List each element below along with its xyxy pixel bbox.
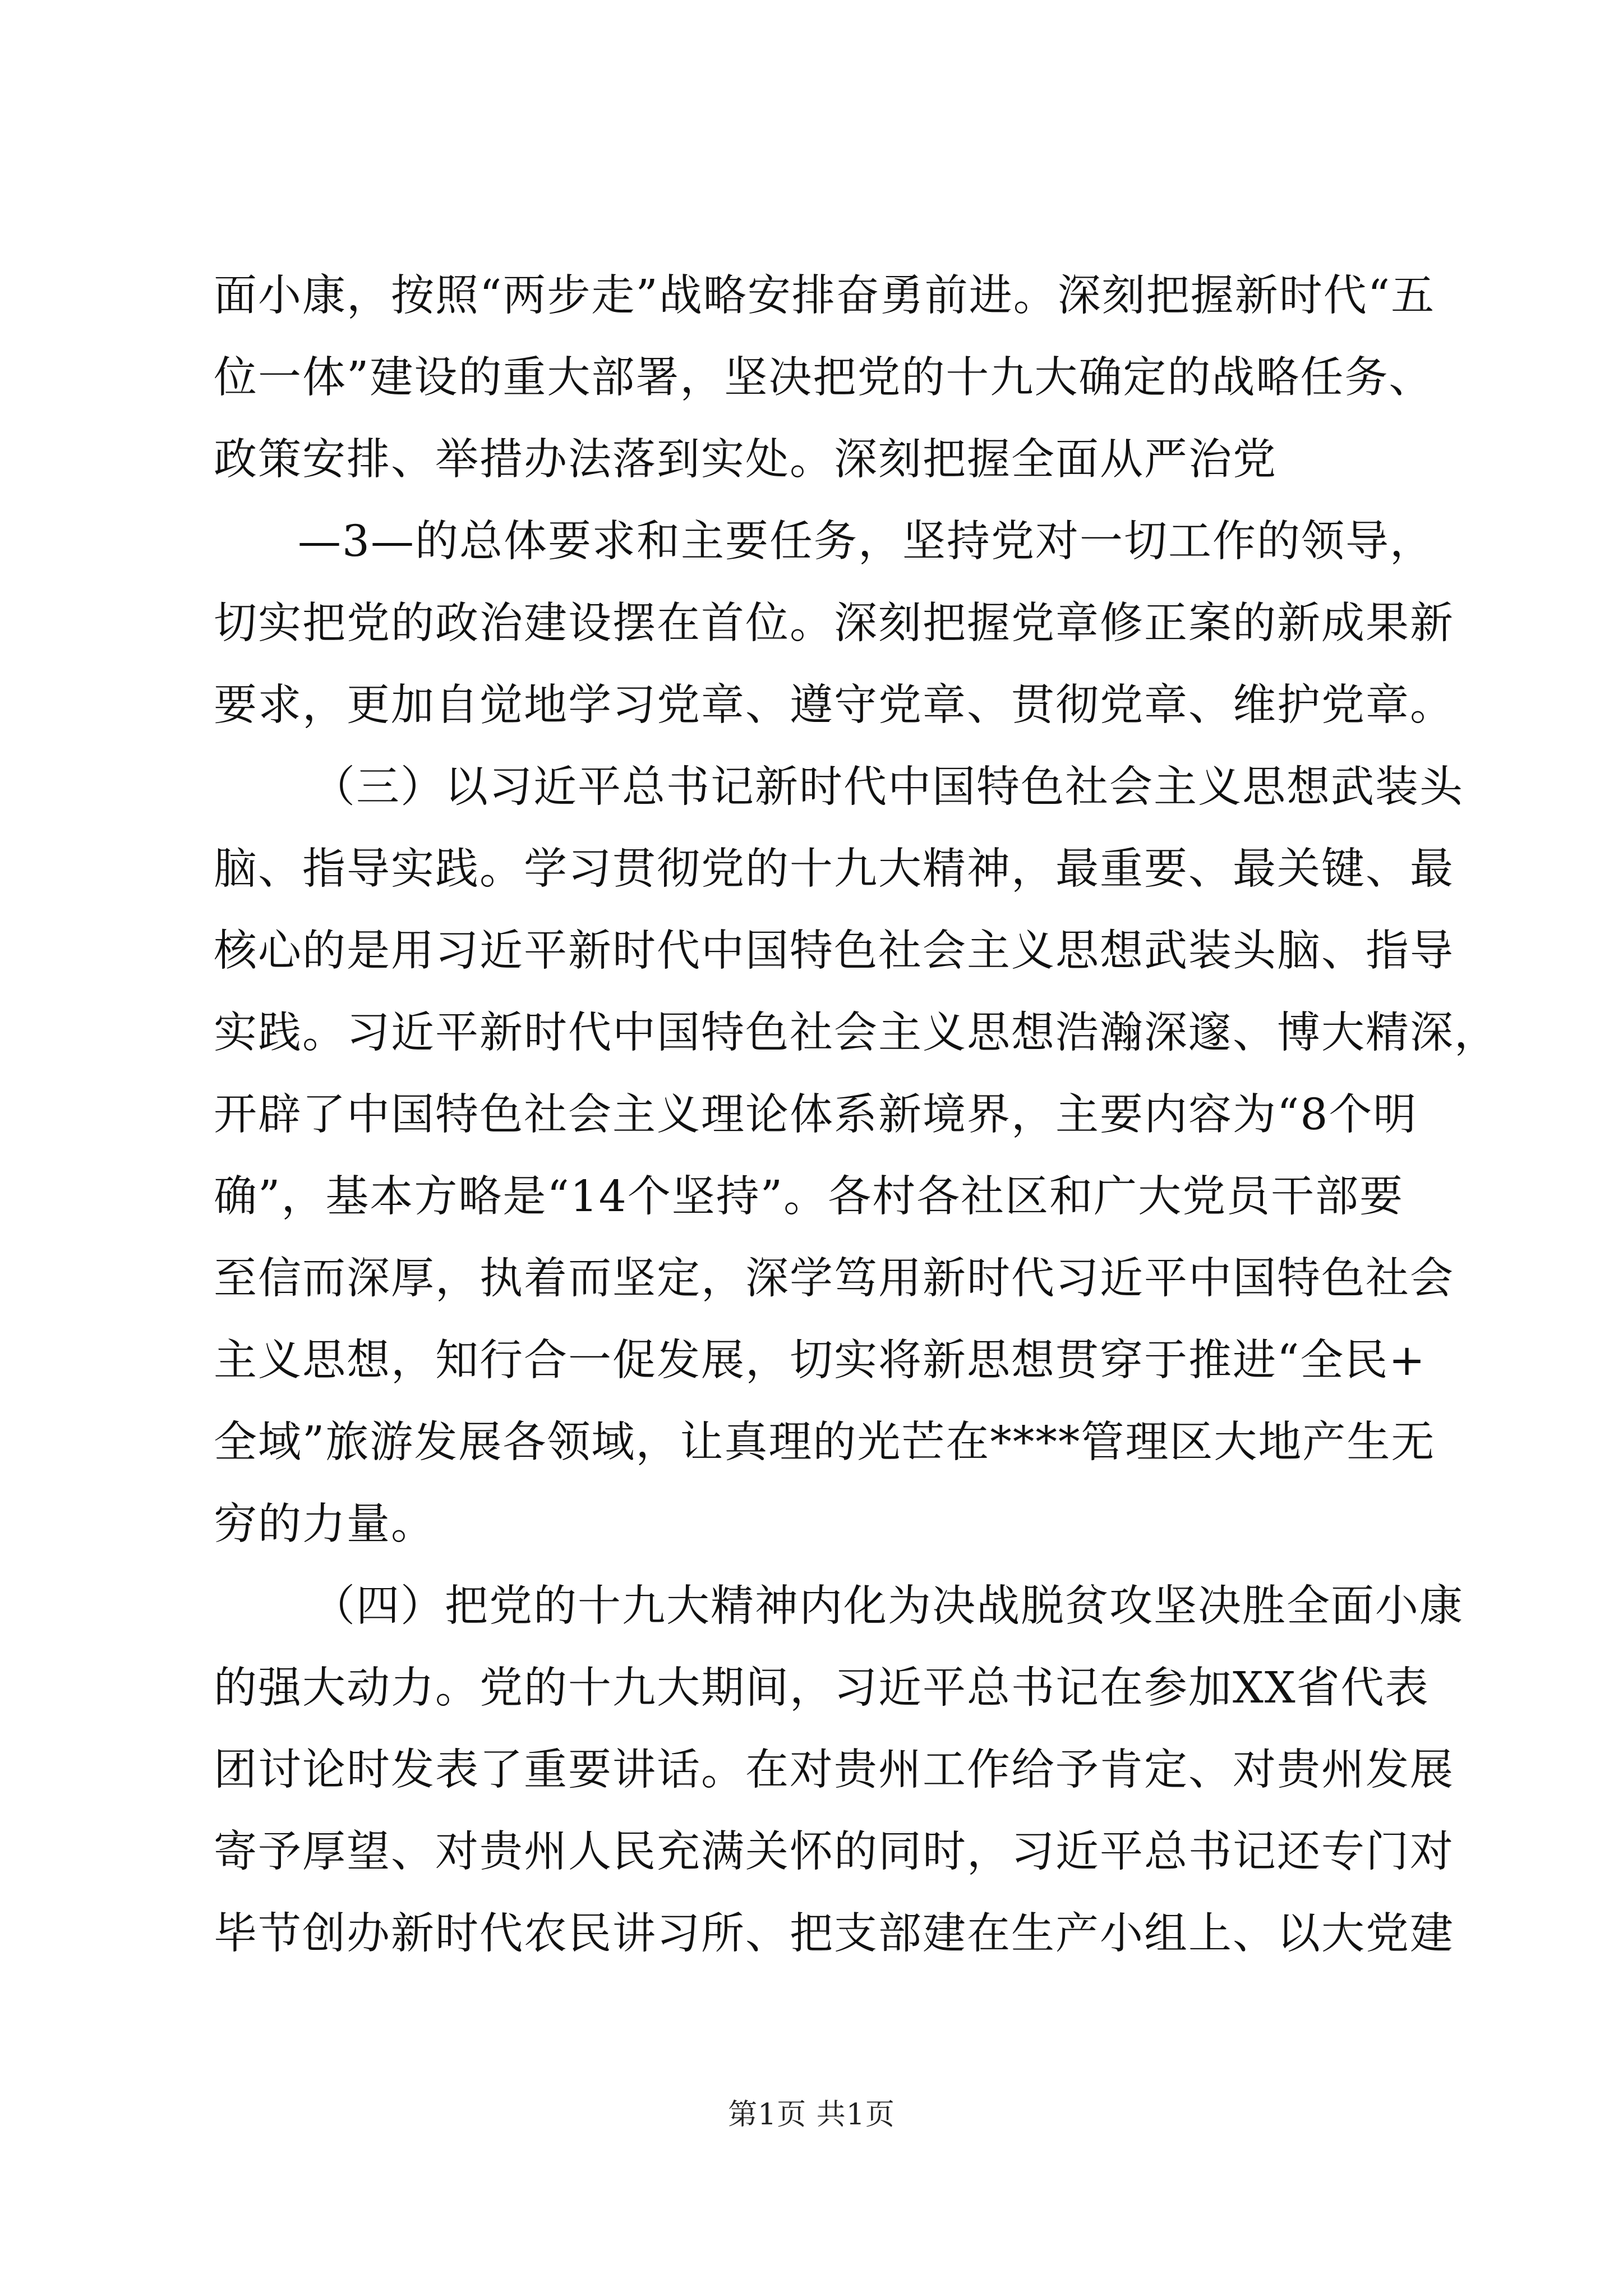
text-line: 政策安排、举措办法落到实处。深刻把握全面从严治党	[214, 435, 1277, 485]
text-line: 要求，更加自觉地学习党章、遵守党章、贯彻党章、维护党章。	[214, 680, 1454, 730]
text-line: 团讨论时发表了重要讲话。在对贵州工作给予肯定、对贵州发展	[214, 1745, 1454, 1795]
page-footer: 第1页 共1页	[728, 2098, 895, 2132]
text-line: 的强大动力。党的十九大期间，习近平总书记在参加XX省代表	[214, 1663, 1430, 1713]
text-line: 开辟了中国特色社会主义理论体系新境界，主要内容为“8个明	[214, 1090, 1418, 1140]
paragraph-heading-line: （四）把党的十九大精神内化为决战脱贫攻坚决胜全面小康	[312, 1581, 1464, 1631]
text-line: 面小康，按照“两步走”战略安排奋勇前进。深刻把握新时代“五	[214, 271, 1436, 321]
paragraph-heading-line: （三）以习近平总书记新时代中国特色社会主义思想武装头	[312, 762, 1464, 812]
document-body	[214, 255, 1498, 1975]
text-line: 核心的是用习近平新时代中国特色社会主义思想武装头脑、指导	[214, 926, 1454, 976]
text-line: 脑、指导实践。学习贯彻党的十九大精神，最重要、最关键、最	[214, 844, 1454, 894]
text-line: 实践。习近平新时代中国特色社会主义思想浩瀚深邃、博大精深，	[214, 1008, 1498, 1058]
text-line: 确”，基本方略是“14个坚持”。各村各社区和广大党员干部要	[214, 1172, 1404, 1222]
text-line: 寄予厚望、对贵州人民充满关怀的同时，习近平总书记还专门对	[214, 1827, 1454, 1877]
text-line: —3—的总体要求和主要任务，坚持党对一切工作的领导，	[298, 517, 1434, 567]
text-line: 毕节创办新时代农民讲习所、把支部建在生产小组上、以大党建	[214, 1909, 1454, 1959]
text-line: 全域”旅游发展各领域，让真理的光芒在****管理区大地产生无	[214, 1418, 1436, 1467]
text-line: 穷的力量。	[214, 1499, 435, 1549]
text-line: 切实把党的政治建设摆在首位。深刻把握党章修正案的新成果新	[214, 599, 1454, 648]
text-line: 位一体”建设的重大部署，坚决把党的十九大确定的战略任务、	[214, 353, 1433, 403]
text-line: 至信而深厚，执着而坚定，深学笃用新时代习近平中国特色社会	[214, 1254, 1454, 1304]
text-line: 主义思想，知行合一促发展，切实将新思想贯穿于推进“全民+	[214, 1336, 1426, 1386]
